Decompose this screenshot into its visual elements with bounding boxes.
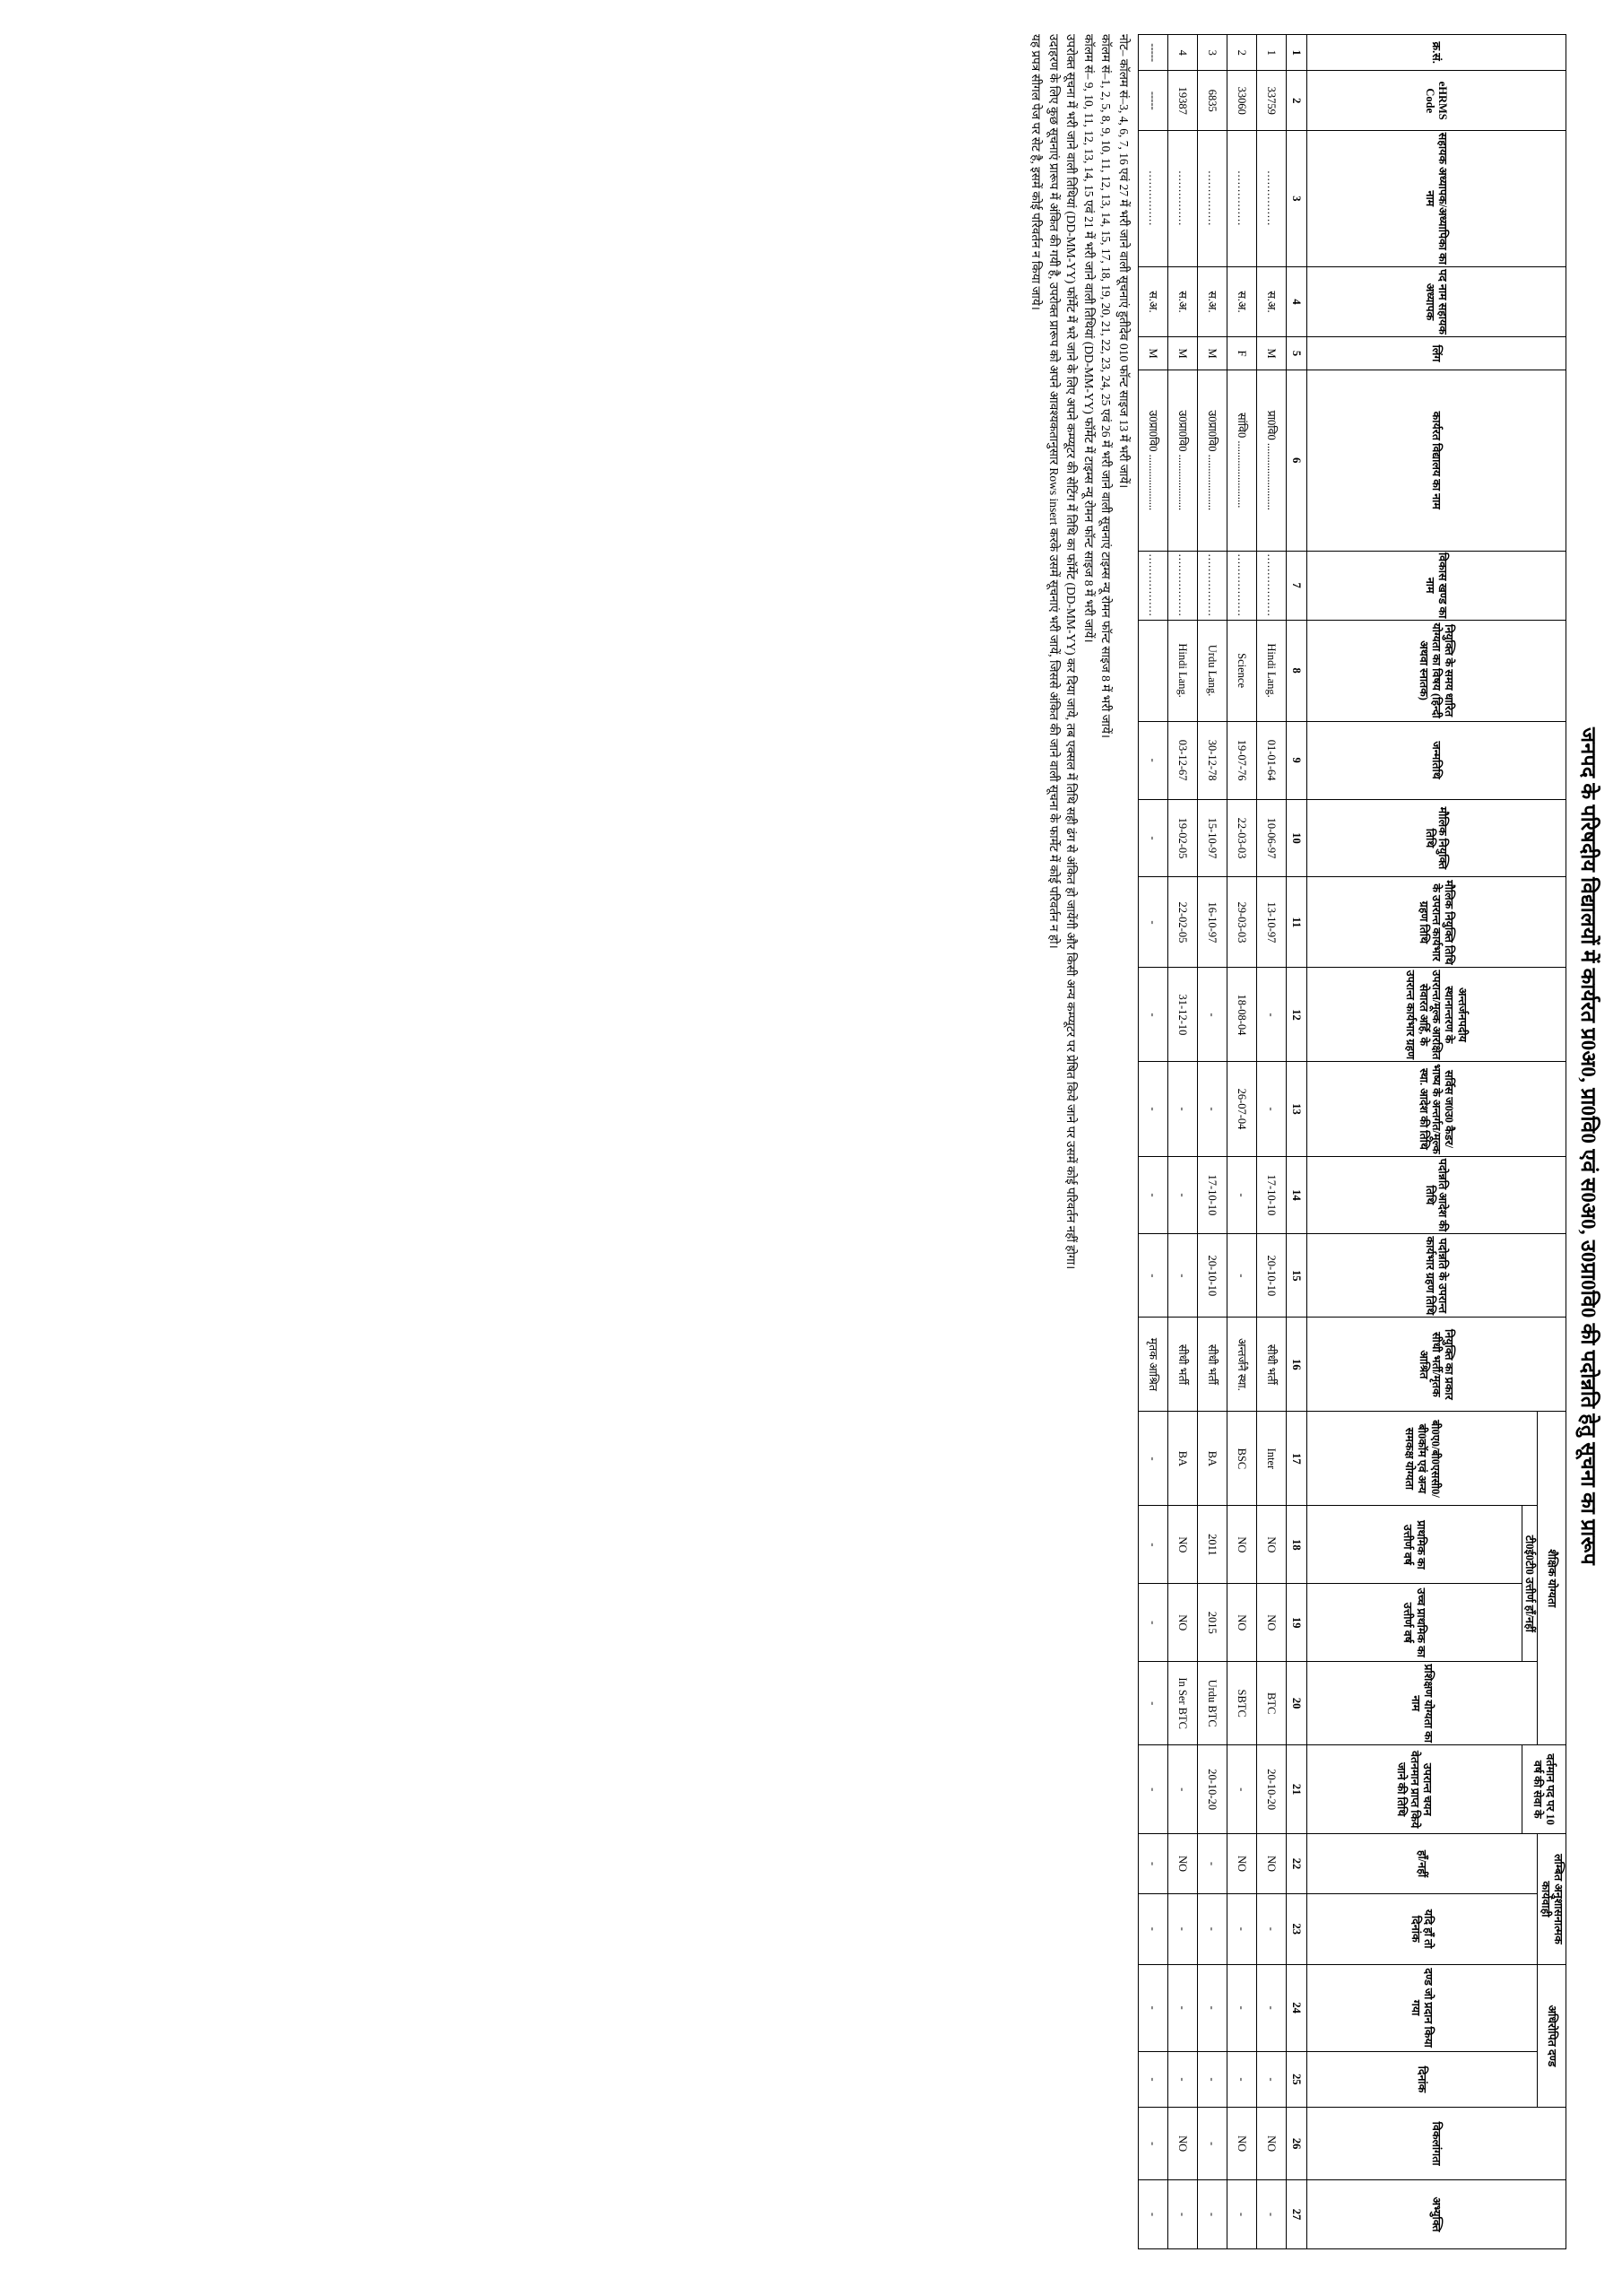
th-group-pending-disciplinary: लम्बित अनुशासनात्मक कार्यवाही xyxy=(1538,1834,1566,1964)
cell-ehrms: 33759 xyxy=(1256,71,1286,131)
cell-serial: ----- xyxy=(1138,35,1167,71)
cell-appointment-type: सीधी भर्ती xyxy=(1167,1318,1197,1412)
cell-block: ................. xyxy=(1256,551,1286,620)
cell-appointment-date: 15-10-97 xyxy=(1197,799,1227,877)
cell-disability: NO xyxy=(1256,2108,1286,2180)
cell-joining-date: 22-02-05 xyxy=(1167,877,1197,968)
th-selection-payscale-date: उपरान्त चयन वेतनमान प्राप्त किये जाने की तिथि xyxy=(1306,1745,1522,1834)
th-joining-after-promotion: पदोन्नति के उपरान्त कार्यभार ग्रहण तिथि xyxy=(1306,1234,1566,1318)
cell-school: उ0प्रा0वि0 .................... xyxy=(1167,370,1197,551)
th-punishment-date: दिनांक xyxy=(1306,2051,1537,2108)
num-7: 7 xyxy=(1286,551,1306,620)
th-dob: जन्मतिथि xyxy=(1306,721,1566,799)
cell-appointment-date: 10-06-97 xyxy=(1256,799,1286,877)
cell-school: उ0प्रा0वि0 .................... xyxy=(1138,370,1167,551)
cell-pending-date: - xyxy=(1138,1893,1167,1964)
cell-pending-yn: - xyxy=(1138,1834,1167,1894)
num-16: 16 xyxy=(1286,1318,1306,1412)
cell-punishment-date: - xyxy=(1167,2051,1197,2108)
cell-school: उ0प्रा0वि0 .................... xyxy=(1197,370,1227,551)
th-group-service-10yr: वर्तमान पद पर 10 वर्ष की सेवा के xyxy=(1522,1745,1566,1834)
num-17: 17 xyxy=(1286,1412,1306,1506)
cell-dob: - xyxy=(1138,721,1167,799)
th-school-name: कार्यरत विद्यालय का नाम xyxy=(1306,370,1566,551)
cell-block: ................. xyxy=(1227,551,1256,620)
num-4: 4 xyxy=(1286,266,1306,337)
cell-pending-date: - xyxy=(1167,1893,1197,1964)
cell-subject: Hindi Lang. xyxy=(1167,620,1197,721)
cell-ehrms: ----- xyxy=(1138,71,1167,131)
th-ehrms-code: eHRMS Code xyxy=(1306,71,1566,131)
num-25: 25 xyxy=(1286,2051,1306,2108)
cell-pending-yn: NO xyxy=(1227,1834,1256,1894)
cell-upper-primary-tet: NO xyxy=(1256,1584,1286,1662)
cell-appointment-date: 19-02-05 xyxy=(1167,799,1197,877)
cell-appointment-type: मृतक आश्रित xyxy=(1138,1318,1167,1412)
cell-primary-tet: NO xyxy=(1227,1506,1256,1584)
cell-training: In Ser BTC xyxy=(1167,1662,1197,1745)
cell-promotion-joining: 20-10-10 xyxy=(1256,1234,1286,1318)
num-20: 20 xyxy=(1286,1662,1306,1745)
cell-primary-tet: NO xyxy=(1167,1506,1197,1584)
cell-joining-date: 13-10-97 xyxy=(1256,877,1286,968)
cell-ehrms: 33060 xyxy=(1227,71,1256,131)
th-joining-after-appointment: मौलिक नियुक्ति तिथि के उपरान्त कार्यभार ग्रहण तिथि xyxy=(1306,877,1566,968)
cell-gender: M xyxy=(1167,337,1197,370)
cell-pending-yn: NO xyxy=(1167,1834,1197,1894)
cell-subject: Science xyxy=(1227,620,1256,721)
note-line-2: कॉलम सं–1, 2, 5, 8, 9, 10, 11, 12, 13, 14, 15, 17, 18, 19, 20, 21, 22, 23, 24, 25 एवं 26 में भरी जाने वाली सूचनाएं टाइम्स न्यू रोमन फॉन्ट साइज 8 में भरी जायें। xyxy=(1099,34,1114,739)
cell-remarks: - xyxy=(1138,2180,1167,2249)
cell-gender: M xyxy=(1256,337,1286,370)
cell-punishment: - xyxy=(1167,1964,1197,2051)
cell-serial: 3 xyxy=(1197,35,1227,71)
cell-post: स.अ. xyxy=(1256,266,1286,337)
th-qualification-subject: नियुक्ति के समय धारित योग्यता का विषय (हिन्दी अथवा स्नातक) xyxy=(1306,620,1566,721)
th-pending-date: यदि हाँ तो दिनांक xyxy=(1306,1893,1537,1964)
th-appointment-type: नियुक्ति का प्रकार सीधी भर्ती/मृतक आश्रित xyxy=(1306,1318,1566,1412)
cell-degree: Inter xyxy=(1256,1412,1286,1506)
num-1: 1 xyxy=(1286,35,1306,71)
note-line-3: कॉलम सं– 9, 10, 11, 12, 13, 14, 15 एवं 21 में भरी जाने वाली तिथियां (DD-MM-YY) फॉर्मेट में टाइम्स न्यू रोमन फॉन्ट साइज 8 में भरी जायें। xyxy=(1081,34,1096,643)
num-8: 8 xyxy=(1286,620,1306,721)
cell-promotion-order: - xyxy=(1138,1156,1167,1234)
cell-pending-date: - xyxy=(1256,1893,1286,1964)
cell-dob: 03-12-67 xyxy=(1167,721,1197,799)
num-19: 19 xyxy=(1286,1584,1306,1662)
cell-primary-tet: NO xyxy=(1256,1506,1286,1584)
employee-promotion-table xyxy=(1138,34,1566,2249)
cell-service-order: - xyxy=(1167,1062,1197,1156)
cell-disability: - xyxy=(1197,2108,1227,2180)
cell-payscale-date: - xyxy=(1227,1745,1256,1834)
num-23: 23 xyxy=(1286,1893,1306,1964)
th-block-name: विकास खण्ड का नाम xyxy=(1306,551,1566,620)
cell-post: स.अ. xyxy=(1167,266,1197,337)
th-pending-yes-no: हाँ/नहीं xyxy=(1306,1834,1537,1894)
cell-promotion-order: 17-10-10 xyxy=(1256,1156,1286,1234)
cell-upper-primary-tet: NO xyxy=(1167,1584,1197,1662)
cell-payscale-date: - xyxy=(1138,1745,1167,1834)
cell-upper-primary-tet: - xyxy=(1138,1584,1167,1662)
table-row xyxy=(1197,35,1227,2249)
cell-payscale-date: 20-10-20 xyxy=(1197,1745,1227,1834)
cell-punishment-date: - xyxy=(1197,2051,1227,2108)
th-original-appointment-date: मौलिक नियुक्ति तिथि xyxy=(1306,799,1566,877)
cell-training: BTC xyxy=(1256,1662,1286,1745)
cell-serial: 1 xyxy=(1256,35,1286,71)
cell-promotion-joining: 20-10-10 xyxy=(1197,1234,1227,1318)
cell-name: ............... xyxy=(1197,131,1227,267)
cell-appointment-type: सीधी भर्ती xyxy=(1256,1318,1286,1412)
num-18: 18 xyxy=(1286,1506,1306,1584)
cell-punishment: - xyxy=(1138,1964,1167,2051)
cell-serial: 4 xyxy=(1167,35,1197,71)
cell-punishment-date: - xyxy=(1256,2051,1286,2108)
document-page xyxy=(26,34,1604,2258)
num-10: 10 xyxy=(1286,799,1306,877)
num-5: 5 xyxy=(1286,337,1306,370)
cell-name: ............... xyxy=(1167,131,1197,267)
notes-section xyxy=(1028,34,1132,2258)
cell-training: Urdu BTC xyxy=(1197,1662,1227,1745)
cell-service-order: - xyxy=(1256,1062,1286,1156)
cell-subject: Urdu Lang. xyxy=(1197,620,1227,721)
cell-post: स.अ. xyxy=(1138,266,1167,337)
table-row xyxy=(1227,35,1256,2249)
th-joining-after-transfer: अन्तर्जनपदीय स्थानान्तरण के उपरान्त/मूल्क आरक्षित सेवारत अर्हि, के उपरान्त कार्यभार ग्रहण xyxy=(1306,968,1566,1062)
num-12: 12 xyxy=(1286,968,1306,1062)
cell-transfer-joining: - xyxy=(1256,968,1286,1062)
th-upper-primary-passed-year: उच्च प्राथमिक का उत्तीर्ण वर्ष xyxy=(1306,1584,1522,1662)
cell-promotion-order: - xyxy=(1167,1156,1197,1234)
cell-dob: 19-07-76 xyxy=(1227,721,1256,799)
cell-degree: BA xyxy=(1197,1412,1227,1506)
cell-remarks: - xyxy=(1256,2180,1286,2249)
cell-punishment-date: - xyxy=(1138,2051,1167,2108)
num-14: 14 xyxy=(1286,1156,1306,1234)
cell-appointment-type: सीधी भर्ती xyxy=(1197,1318,1227,1412)
num-27: 27 xyxy=(1286,2180,1306,2249)
cell-remarks: - xyxy=(1167,2180,1197,2249)
page-title: जनपद के परिषदीय विद्यालयों में कार्यरत प्र0अ0, प्रा0वि0 एवं स0अ0, उ0प्रा0वि0 की पदोन्नति हेतु सूचना का प्रारूप xyxy=(1577,727,1600,1565)
cell-appointment-date: 22-03-03 xyxy=(1227,799,1256,877)
cell-promotion-joining: - xyxy=(1138,1234,1167,1318)
cell-joining-date: 29-03-03 xyxy=(1227,877,1256,968)
cell-transfer-joining: - xyxy=(1138,968,1167,1062)
cell-transfer-joining: - xyxy=(1197,968,1227,1062)
cell-school: सांवि0 ........................ xyxy=(1227,370,1256,551)
cell-degree: BSC xyxy=(1227,1412,1256,1506)
cell-upper-primary-tet: NO xyxy=(1227,1584,1256,1662)
cell-pending-yn: - xyxy=(1197,1834,1227,1894)
cell-payscale-date: 20-10-20 xyxy=(1256,1745,1286,1834)
cell-ehrms: 19387 xyxy=(1167,71,1197,131)
th-group-tet-passed: टी0ई0टी0 उत्तीर्ण हाँ/नहीं xyxy=(1522,1506,1537,1662)
cell-remarks: - xyxy=(1197,2180,1227,2249)
cell-gender: F xyxy=(1227,337,1256,370)
table-row xyxy=(1167,35,1197,2249)
cell-punishment-date: - xyxy=(1227,2051,1256,2108)
th-training-qualification: प्रशिक्षण योग्यता का नाम xyxy=(1306,1662,1537,1745)
cell-disability: - xyxy=(1138,2108,1167,2180)
cell-service-order: 26-07-04 xyxy=(1227,1062,1256,1156)
cell-post: स.अ. xyxy=(1227,266,1256,337)
th-primary-passed-year: प्राथमिक का उत्तीर्ण वर्ष xyxy=(1306,1506,1522,1584)
th-serial: क्र.सं. xyxy=(1306,35,1566,71)
num-21: 21 xyxy=(1286,1745,1306,1834)
th-gender: लिंग xyxy=(1306,337,1566,370)
cell-promotion-order: 17-10-10 xyxy=(1197,1156,1227,1234)
cell-pending-yn: NO xyxy=(1256,1834,1286,1894)
cell-serial: 2 xyxy=(1227,35,1256,71)
cell-degree: BA xyxy=(1167,1412,1197,1506)
cell-punishment: - xyxy=(1197,1964,1227,2051)
note-line-5: उदाहरण के लिए कुछ सूचनाएं प्रारूप में अंकित की गयी है, उपरोक्त प्रारूप को अपने आवश्यकतानुसार Rows insert करके उसमें सूचनाएं भरी जायें, जिससे अंकित की जाने वाली सूचना के फार्मेट में कोई परिवर्तन न हो। xyxy=(1046,34,1061,949)
cell-training: - xyxy=(1138,1662,1167,1745)
cell-block: ................. xyxy=(1167,551,1197,620)
cell-subject xyxy=(1138,620,1167,721)
cell-name: ............... xyxy=(1256,131,1286,267)
num-13: 13 xyxy=(1286,1062,1306,1156)
th-degree: बी0ए0/बी0एससी0/बी0कॉम एवं अन्य समकक्ष योग्यता xyxy=(1306,1412,1537,1506)
column-number-row xyxy=(1286,35,1306,2249)
th-promotion-order-date: पदोन्नति आदेश की तिथि xyxy=(1306,1156,1566,1234)
num-9: 9 xyxy=(1286,721,1306,799)
cell-transfer-joining: 31-12-10 xyxy=(1167,968,1197,1062)
num-3: 3 xyxy=(1286,131,1306,267)
num-15: 15 xyxy=(1286,1234,1306,1318)
th-teacher-name: सहायक अध्यापक/अध्यापिका का नाम xyxy=(1306,131,1566,267)
cell-transfer-joining: 18-08-04 xyxy=(1227,968,1256,1062)
cell-service-order: - xyxy=(1197,1062,1227,1156)
cell-ehrms: 6835 xyxy=(1197,71,1227,131)
cell-service-order: - xyxy=(1138,1062,1167,1156)
cell-block: ................. xyxy=(1197,551,1227,620)
note-line-6: यह प्रपत्र सीगल पेज पर सेट है, इसमें कोई परिवर्तन न किया जाये। xyxy=(1029,34,1044,310)
table-row xyxy=(1256,35,1286,2249)
cell-appointment-type: अन्तर्जनै स्था. xyxy=(1227,1318,1256,1412)
th-disability: विकलांगता xyxy=(1306,2108,1566,2180)
cell-payscale-date: - xyxy=(1167,1745,1197,1834)
cell-punishment: - xyxy=(1256,1964,1286,2051)
th-post-name: पद नाम सहायक अध्यापक xyxy=(1306,266,1566,337)
cell-gender: M xyxy=(1138,337,1167,370)
num-6: 6 xyxy=(1286,370,1306,551)
th-group-academic-qualification: शैक्षिक योग्यता xyxy=(1538,1412,1566,1745)
cell-name: ............... xyxy=(1138,131,1167,267)
th-punishment-given: दण्ड जो प्रदान किया गया xyxy=(1306,1964,1537,2051)
cell-promotion-joining: - xyxy=(1227,1234,1256,1318)
num-24: 24 xyxy=(1286,1964,1306,2051)
cell-promotion-order: - xyxy=(1227,1156,1256,1234)
cell-dob: 30-12-78 xyxy=(1197,721,1227,799)
cell-dob: 01-01-64 xyxy=(1256,721,1286,799)
cell-joining-date: 16-10-97 xyxy=(1197,877,1227,968)
cell-name: ............... xyxy=(1227,131,1256,267)
cell-gender: M xyxy=(1197,337,1227,370)
cell-training: SBTC xyxy=(1227,1662,1256,1745)
note-line-1: नोट– कॉलम सं–3, 4, 6, 7, 16 एवं 27 में भरी जाने वाली सूचनाएं हुतीदेव 010 फॉन्ट साइज 13 में भरी जायें। xyxy=(1116,34,1131,489)
note-line-4: उपरोक्त सूचना में भरी जाने वाली तिथियां (DD-MM-YY) फॉर्मेट में भरे जाने के लिए अपने कम्प्यूटर की सेटिंग में तिथि का फॉर्मेट (DD-MM-YY) कर दिया जाये, तब एक्सल में तिथि सही ढंग से अंकित हो जायेंगी और किसी अन्य कम्प्यूटर पर प्रेषित किये जाने पर उसमें कोई परिवर्तन नहीं होगा। xyxy=(1064,34,1079,1270)
cell-block: ................. xyxy=(1138,551,1167,620)
num-11: 11 xyxy=(1286,877,1306,968)
cell-primary-tet: 2011 xyxy=(1197,1506,1227,1584)
th-group-punishment: अधिरोपित दण्ड xyxy=(1538,1964,1566,2108)
cell-post: स.अ. xyxy=(1197,266,1227,337)
cell-promotion-joining: - xyxy=(1167,1234,1197,1318)
cell-school: प्रा0वि0 ........................ xyxy=(1256,370,1286,551)
cell-disability: NO xyxy=(1227,2108,1256,2180)
num-2: 2 xyxy=(1286,71,1306,131)
cell-pending-date: - xyxy=(1227,1893,1256,1964)
cell-disability: NO xyxy=(1167,2108,1197,2180)
table-row xyxy=(1138,35,1167,2249)
cell-pending-date: - xyxy=(1197,1893,1227,1964)
num-26: 26 xyxy=(1286,2108,1306,2180)
th-service-order-date: सर्विस ज0उ0 कैडर/भाष्य के अन्तर्गत/मूल्क स्था. आदेश की तिथि xyxy=(1306,1062,1566,1156)
cell-primary-tet: - xyxy=(1138,1506,1167,1584)
cell-joining-date: - xyxy=(1138,877,1167,968)
cell-upper-primary-tet: 2015 xyxy=(1197,1584,1227,1662)
th-remarks: अभ्युक्ति xyxy=(1306,2180,1566,2249)
cell-remarks: - xyxy=(1227,2180,1256,2249)
cell-subject: Hindi Lang. xyxy=(1256,620,1286,721)
cell-punishment: - xyxy=(1227,1964,1256,2051)
cell-appointment-date: - xyxy=(1138,799,1167,877)
num-22: 22 xyxy=(1286,1834,1306,1894)
cell-degree: - xyxy=(1138,1412,1167,1506)
